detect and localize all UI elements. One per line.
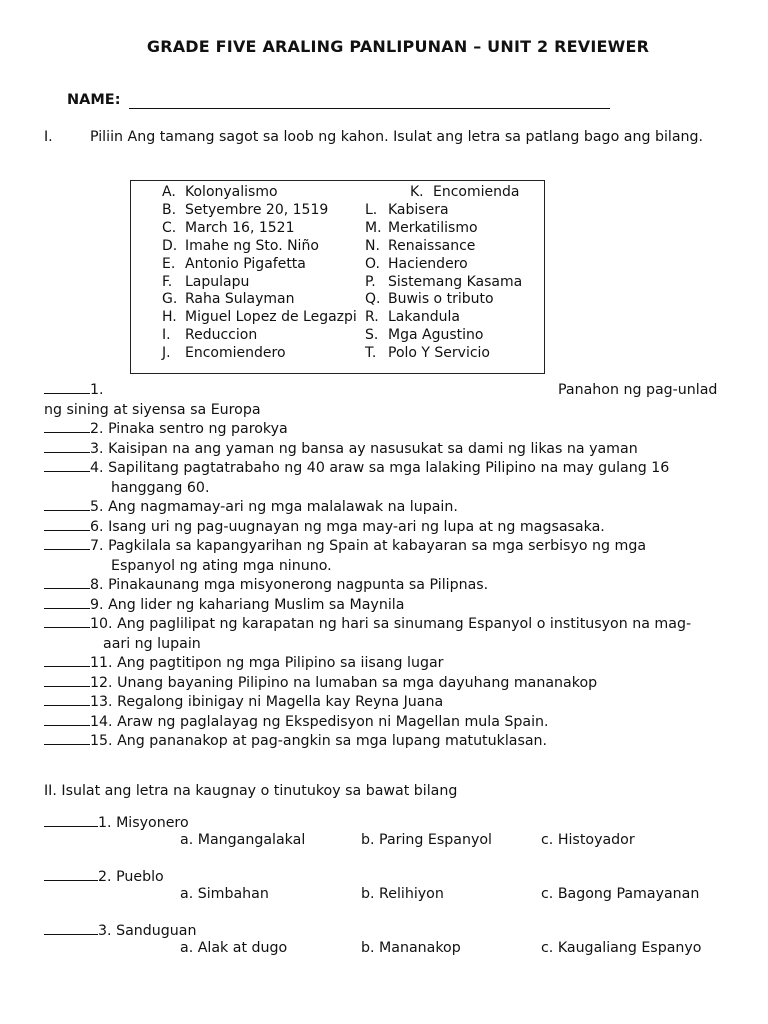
page-title: GRADE FIVE ARALING PANLIPUNAN – UNIT 2 REVIEWER — [146, 37, 650, 56]
choice-option — [162, 202, 357, 220]
answer-blank[interactable] — [44, 420, 90, 433]
choice-option — [365, 274, 522, 292]
question-item — [44, 459, 734, 498]
question-text-continuation: Espanyol ng ating mga ninuno. — [111, 557, 332, 574]
choice-option — [365, 309, 522, 327]
question-item — [44, 381, 734, 420]
question-number: 11. — [90, 655, 113, 671]
choice-letter: C. — [162, 219, 177, 236]
choice-text: Buwis o tributo — [388, 291, 494, 308]
choice-c: c. Kaugaliang Espanyo — [541, 940, 702, 956]
answer-blank[interactable] — [44, 518, 90, 531]
question-number: 2. — [90, 421, 104, 437]
choice-text: Kolonyalismo — [185, 184, 278, 200]
question-text-continuation: aari ng lupain — [103, 635, 201, 652]
choice-text: Merkatilismo — [388, 219, 478, 236]
choice-option — [162, 256, 357, 274]
question-text: Ang nagmamay-ari ng mga malalawak na lupain. — [108, 499, 458, 515]
choice-text: Mga Agustino — [388, 327, 484, 344]
question-item — [44, 576, 734, 596]
question-text: Sanduguan — [116, 923, 197, 939]
question-number: 8. — [90, 577, 104, 593]
part1-number: I. — [44, 129, 53, 145]
choice-text: Encomiendero — [185, 345, 286, 362]
choice-option — [162, 220, 357, 238]
question-item — [44, 693, 734, 713]
question-text: Pinaka sentro ng parokya — [108, 421, 288, 437]
choice-text: Miguel Lopez de Legazpi — [185, 309, 357, 326]
choice-text: Antonio Pigafetta — [185, 255, 306, 272]
question-text: Ang paglilipat ng karapatan ng hari sa sinumang Espanyol o institusyon na mag- — [117, 616, 692, 632]
choice-a: a. Alak at dugo — [180, 940, 288, 956]
answer-blank[interactable] — [44, 814, 98, 827]
choice-letter: I. — [162, 327, 171, 344]
question-number: 3. — [98, 923, 112, 939]
choice-letter: E. — [162, 255, 176, 272]
answer-blank[interactable] — [44, 615, 90, 628]
question-item — [44, 713, 734, 733]
answer-blank[interactable] — [44, 576, 90, 589]
question-number: 1. — [90, 382, 104, 398]
question-text: Unang bayaning Pilipino na lumaban sa mga dayuhang mananakop — [117, 674, 598, 691]
question-item — [44, 537, 734, 576]
question-item — [44, 732, 734, 752]
choice-a: a. Mangangalakal — [180, 832, 306, 848]
choice-option — [162, 345, 357, 363]
question-text-continuation: ng sining at siyensa sa Europa — [44, 401, 261, 418]
choice-letter: J. — [162, 345, 171, 362]
question-text: Ang pananakop at pag-angkin sa mga lupang matutuklasan. — [117, 733, 548, 749]
part1-instruction — [44, 128, 734, 148]
answer-blank[interactable] — [44, 596, 90, 609]
choice-option — [365, 238, 522, 256]
choices-right-column — [365, 184, 522, 363]
choice-text: Renaissance — [388, 237, 476, 254]
question-item — [44, 596, 734, 616]
part1-items — [44, 381, 734, 752]
choices-left-column — [162, 184, 357, 363]
choice-letter: K. — [410, 184, 424, 200]
answer-choices-box — [130, 180, 545, 374]
question-item — [44, 674, 734, 694]
question-number: 14. — [90, 713, 113, 730]
choice-option — [162, 309, 357, 327]
choice-text: Imahe ng Sto. Niño — [185, 237, 319, 254]
question-text: Misyonero — [116, 815, 189, 831]
answer-blank[interactable] — [44, 381, 90, 394]
answer-blank[interactable] — [44, 537, 90, 550]
question-number: 13. — [90, 694, 113, 710]
choice-text: Polo Y Servicio — [388, 345, 490, 362]
question-text: Pagkilala sa kapangyarihan ng Spain at kabayaran sa mga serbisyo ng mga — [108, 538, 647, 554]
part1-instruction-text: Piliin Ang tamang sagot sa loob ng kahon. Isulat ang letra sa patlang bago ang bilang. — [90, 129, 704, 145]
choice-letter: F. — [162, 273, 173, 290]
question-text: Panahon ng pag-unlad — [558, 382, 718, 398]
choice-b: b. Relihiyon — [361, 886, 444, 902]
question-number: 2. — [98, 869, 112, 885]
choice-c: c. Bagong Pamayanan — [541, 886, 700, 902]
choice-letter: O. — [365, 255, 380, 272]
question-item — [44, 420, 734, 440]
choice-b: b. Paring Espanyol — [361, 832, 492, 848]
question-number: 15. — [90, 733, 113, 749]
choice-option — [365, 256, 522, 274]
choice-option — [365, 291, 522, 309]
choice-text: Kabisera — [388, 201, 449, 218]
choice-letter: N. — [365, 237, 380, 254]
question-number: 3. — [90, 440, 104, 457]
choice-text: Lakandula — [388, 309, 460, 326]
choice-text: Sistemang Kasama — [388, 273, 523, 290]
choice-text: March 16, 1521 — [185, 219, 295, 236]
choice-letter: P. — [365, 273, 376, 290]
choice-option — [365, 202, 522, 220]
part2-instruction: II. Isulat ang letra na kaugnay o tinutukoy sa bawat bilang — [44, 783, 458, 799]
question-item — [44, 654, 734, 674]
answer-blank[interactable] — [44, 868, 98, 881]
question-number: 5. — [90, 499, 104, 515]
choice-letter: R. — [365, 309, 379, 326]
choice-letter: L. — [365, 201, 378, 218]
choice-letter: T. — [365, 345, 377, 362]
question-text: Isang uri ng pag-uugnayan ng mga may-ari ng lupa at ng magsasaka. — [108, 518, 605, 535]
answer-blank[interactable] — [44, 459, 90, 472]
choice-letter: M. — [365, 219, 382, 236]
choice-letter: Q. — [365, 291, 381, 308]
choice-option — [365, 220, 522, 238]
mcq-question — [44, 868, 744, 904]
question-item — [44, 498, 734, 518]
choice-letter: H. — [162, 309, 177, 326]
choice-option — [410, 184, 522, 202]
choice-text: Setyembre 20, 1519 — [185, 201, 329, 218]
choice-a: a. Simbahan — [180, 886, 269, 902]
answer-blank[interactable] — [44, 922, 98, 935]
choice-option — [162, 291, 357, 309]
choice-option — [162, 184, 357, 202]
name-label: NAME: — [67, 92, 121, 108]
answer-blank[interactable] — [44, 498, 90, 511]
question-number: 10. — [90, 616, 113, 632]
answer-blank[interactable] — [44, 732, 90, 745]
answer-blank[interactable] — [44, 440, 90, 453]
choice-letter: B. — [162, 201, 177, 218]
choice-option — [162, 238, 357, 256]
mcq-question — [44, 922, 744, 958]
question-number: 4. — [90, 460, 104, 476]
question-item — [44, 518, 734, 538]
question-number: 6. — [90, 518, 104, 535]
question-text: Ang lider ng kahariang Muslim sa Maynila — [108, 596, 405, 613]
question-text: Ang pagtitipon ng mga Pilipino sa iisang lugar — [117, 655, 444, 671]
question-text: Araw ng paglalayag ng Ekspedisyon ni Magellan mula Spain. — [117, 713, 549, 730]
choice-option — [162, 327, 357, 345]
answer-blank[interactable] — [44, 713, 90, 726]
choice-text: Haciendero — [388, 255, 468, 272]
choice-option — [162, 274, 357, 292]
choice-letter: S. — [365, 327, 379, 344]
choice-text: Lapulapu — [185, 273, 250, 290]
question-text: Regalong ibinigay ni Magella kay Reyna Juana — [117, 694, 444, 710]
choice-text: Reduccion — [185, 327, 258, 344]
question-text: Pinakaunang mga misyonerong nagpunta sa Pilipnas. — [108, 577, 489, 593]
answer-blank[interactable] — [44, 693, 90, 706]
choice-c: c. Histoyador — [541, 832, 635, 848]
choice-letter: D. — [162, 237, 178, 254]
question-text-continuation: hanggang 60. — [111, 479, 210, 496]
choice-option — [365, 327, 522, 345]
answer-blank[interactable] — [44, 674, 90, 687]
name-field[interactable] — [129, 108, 610, 109]
choice-text: Raha Sulayman — [185, 291, 295, 308]
question-text: Kaisipan na ang yaman ng bansa ay nasusukat sa dami ng likas na yaman — [108, 440, 638, 457]
choice-b: b. Mananakop — [361, 940, 461, 956]
question-number: 7. — [90, 538, 104, 554]
choice-option — [365, 345, 522, 363]
choice-letter: A. — [162, 184, 176, 200]
choice-text: Encomienda — [433, 184, 520, 200]
question-number: 12. — [90, 674, 113, 691]
question-text: Sapilitang pagtatrabaho ng 40 araw sa mga lalaking Pilipino na may gulang 16 — [108, 460, 670, 476]
mcq-question — [44, 814, 744, 850]
answer-blank[interactable] — [44, 654, 90, 667]
question-text: Pueblo — [116, 869, 164, 885]
choice-letter: G. — [162, 291, 178, 308]
question-number: 1. — [98, 815, 112, 831]
question-item — [44, 615, 734, 654]
question-number: 9. — [90, 596, 104, 613]
question-item — [44, 440, 734, 460]
